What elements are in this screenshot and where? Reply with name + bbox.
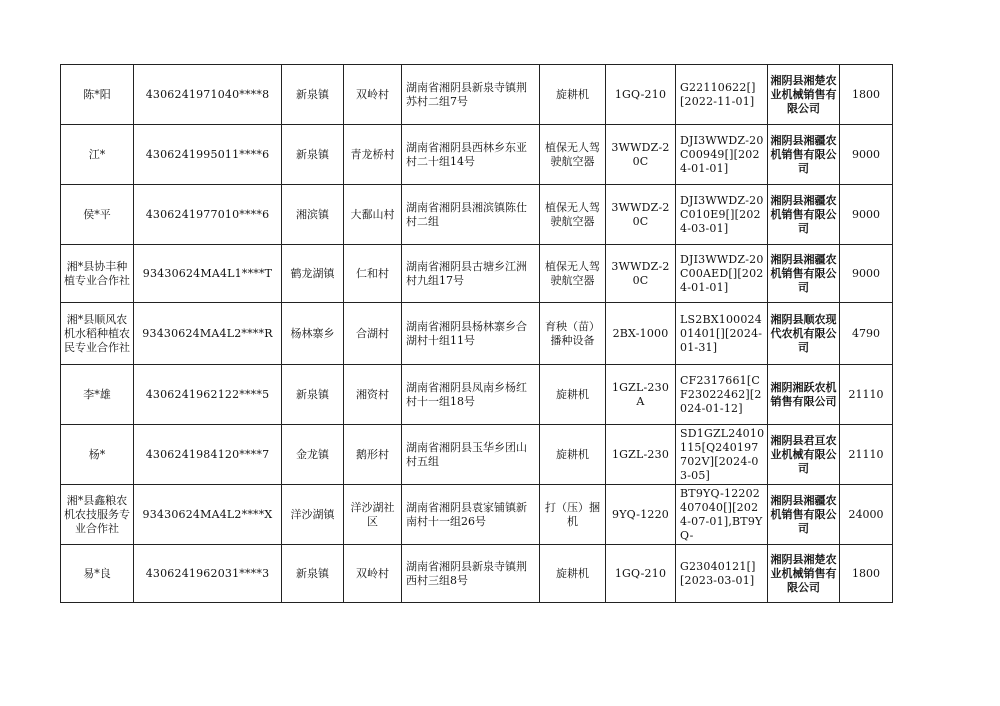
town-cell: 新泉镇 (282, 545, 344, 603)
subsidy-amount-cell: 9000 (840, 185, 893, 245)
table-row (61, 185, 893, 245)
seller-cell: 湘阴县湘疆农机销售有限公司 (768, 185, 840, 245)
subsidy-amount-cell: 21110 (840, 365, 893, 425)
machine-model-cell: 2BX-1000 (606, 303, 676, 365)
id-number-cell: 93430624MA4L2****X (134, 485, 282, 545)
applicant-name-cell: 杨* (61, 425, 134, 485)
machine-type-cell: 旋耕机 (540, 365, 606, 425)
table-row (61, 545, 893, 603)
village-cell: 合湖村 (344, 303, 402, 365)
machine-type-cell: 旋耕机 (540, 65, 606, 125)
seller-cell: 湘阴县顺农现代农机有限公司 (768, 303, 840, 365)
seller-cell: 湘阴县湘楚农业机械销售有限公司 (768, 65, 840, 125)
id-number-cell: 93430624MA4L2****R (134, 303, 282, 365)
id-number-cell: 4306241977010****6 (134, 185, 282, 245)
machine-model-cell: 1GZL-230 (606, 425, 676, 485)
town-cell: 新泉镇 (282, 65, 344, 125)
seller-cell: 湘阴湘跃农机销售有限公司 (768, 365, 840, 425)
table-row (61, 65, 893, 125)
table-row (61, 425, 893, 485)
machine-model-cell: 1GQ-210 (606, 65, 676, 125)
serial-number-cell: DJI3WWDZ-20C00AED[][2024-01-01] (676, 245, 768, 303)
subsidy-amount-cell: 21110 (840, 425, 893, 485)
applicant-name-cell: 湘*县鑫粮农机农技服务专业合作社 (61, 485, 134, 545)
village-cell: 大鄱山村 (344, 185, 402, 245)
serial-number-cell: DJI3WWDZ-20C010E9[][2024-03-01] (676, 185, 768, 245)
subsidy-table (60, 64, 893, 603)
village-cell: 鹅形村 (344, 425, 402, 485)
serial-number-cell: G22110622[][2022-11-01] (676, 65, 768, 125)
serial-number-cell: BT9YQ-12202407040[][2024-07-01],BT9YQ- (676, 485, 768, 545)
applicant-name-cell: 陈*阳 (61, 65, 134, 125)
village-cell: 青龙桥村 (344, 125, 402, 185)
serial-number-cell: CF2317661[CF23022462][2024-01-12] (676, 365, 768, 425)
serial-number-cell: LS2BX10002401401[][2024-01-31] (676, 303, 768, 365)
table-row (61, 125, 893, 185)
applicant-name-cell: 李*雄 (61, 365, 134, 425)
machine-model-cell: 3WWDZ-20C (606, 125, 676, 185)
id-number-cell: 4306241962122****5 (134, 365, 282, 425)
machine-type-cell: 植保无人驾驶航空器 (540, 125, 606, 185)
table-row (61, 365, 893, 425)
subsidy-amount-cell: 1800 (840, 65, 893, 125)
table-row (61, 245, 893, 303)
address-cell: 湖南省湘阴县西林乡东亚村二十组14号 (402, 125, 540, 185)
table-row (61, 485, 893, 545)
machine-type-cell: 育秧（苗）播种设备 (540, 303, 606, 365)
serial-number-cell: G23040121[][2023-03-01] (676, 545, 768, 603)
subsidy-amount-cell: 9000 (840, 125, 893, 185)
seller-cell: 湘阴县君亘农业机械有限公司 (768, 425, 840, 485)
machine-model-cell: 1GZL-230A (606, 365, 676, 425)
town-cell: 洋沙湖镇 (282, 485, 344, 545)
subsidy-amount-cell: 1800 (840, 545, 893, 603)
town-cell: 新泉镇 (282, 365, 344, 425)
address-cell: 湖南省湘阴县湘滨镇陈仕村二组 (402, 185, 540, 245)
machine-model-cell: 3WWDZ-20C (606, 185, 676, 245)
seller-cell: 湘阴县湘疆农机销售有限公司 (768, 245, 840, 303)
id-number-cell: 4306241962031****3 (134, 545, 282, 603)
id-number-cell: 4306241971040****8 (134, 65, 282, 125)
machine-type-cell: 旋耕机 (540, 545, 606, 603)
village-cell: 仁和村 (344, 245, 402, 303)
subsidy-amount-cell: 9000 (840, 245, 893, 303)
machine-type-cell: 旋耕机 (540, 425, 606, 485)
seller-cell: 湘阴县湘疆农机销售有限公司 (768, 125, 840, 185)
town-cell: 鹤龙湖镇 (282, 245, 344, 303)
serial-number-cell: SD1GZL24010115[Q240197702V][2024-03-05] (676, 425, 768, 485)
seller-cell: 湘阴县湘疆农机销售有限公司 (768, 485, 840, 545)
seller-cell: 湘阴县湘楚农业机械销售有限公司 (768, 545, 840, 603)
applicant-name-cell: 易*良 (61, 545, 134, 603)
address-cell: 湖南省湘阴县杨林寨乡合湖村十组11号 (402, 303, 540, 365)
address-cell: 湖南省湘阴县古塘乡江洲村九组17号 (402, 245, 540, 303)
address-cell: 湖南省湘阴县凤南乡杨红村十一组18号 (402, 365, 540, 425)
machine-model-cell: 1GQ-210 (606, 545, 676, 603)
address-cell: 湖南省湘阴县玉华乡团山村五组 (402, 425, 540, 485)
applicant-name-cell: 江* (61, 125, 134, 185)
village-cell: 双岭村 (344, 65, 402, 125)
village-cell: 洋沙湖社区 (344, 485, 402, 545)
applicant-name-cell: 侯*平 (61, 185, 134, 245)
serial-number-cell: DJI3WWDZ-20C00949[][2024-01-01] (676, 125, 768, 185)
town-cell: 新泉镇 (282, 125, 344, 185)
subsidy-amount-cell: 24000 (840, 485, 893, 545)
machine-type-cell: 打（压）捆机 (540, 485, 606, 545)
applicant-name-cell: 湘*县顺风农机水稻种植农民专业合作社 (61, 303, 134, 365)
id-number-cell: 4306241984120****7 (134, 425, 282, 485)
machine-type-cell: 植保无人驾驶航空器 (540, 185, 606, 245)
table-row (61, 303, 893, 365)
address-cell: 湖南省湘阴县新泉寺镇荆苏村二组7号 (402, 65, 540, 125)
machine-type-cell: 植保无人驾驶航空器 (540, 245, 606, 303)
village-cell: 双岭村 (344, 545, 402, 603)
subsidy-amount-cell: 4790 (840, 303, 893, 365)
town-cell: 杨林寨乡 (282, 303, 344, 365)
machine-model-cell: 3WWDZ-20C (606, 245, 676, 303)
town-cell: 金龙镇 (282, 425, 344, 485)
town-cell: 湘滨镇 (282, 185, 344, 245)
id-number-cell: 93430624MA4L1****T (134, 245, 282, 303)
address-cell: 湖南省湘阴县袁家铺镇新南村十一组26号 (402, 485, 540, 545)
id-number-cell: 4306241995011****6 (134, 125, 282, 185)
village-cell: 湘资村 (344, 365, 402, 425)
address-cell: 湖南省湘阴县新泉寺镇荆西村三组8号 (402, 545, 540, 603)
applicant-name-cell: 湘*县协丰种植专业合作社 (61, 245, 134, 303)
machine-model-cell: 9YQ-1220 (606, 485, 676, 545)
